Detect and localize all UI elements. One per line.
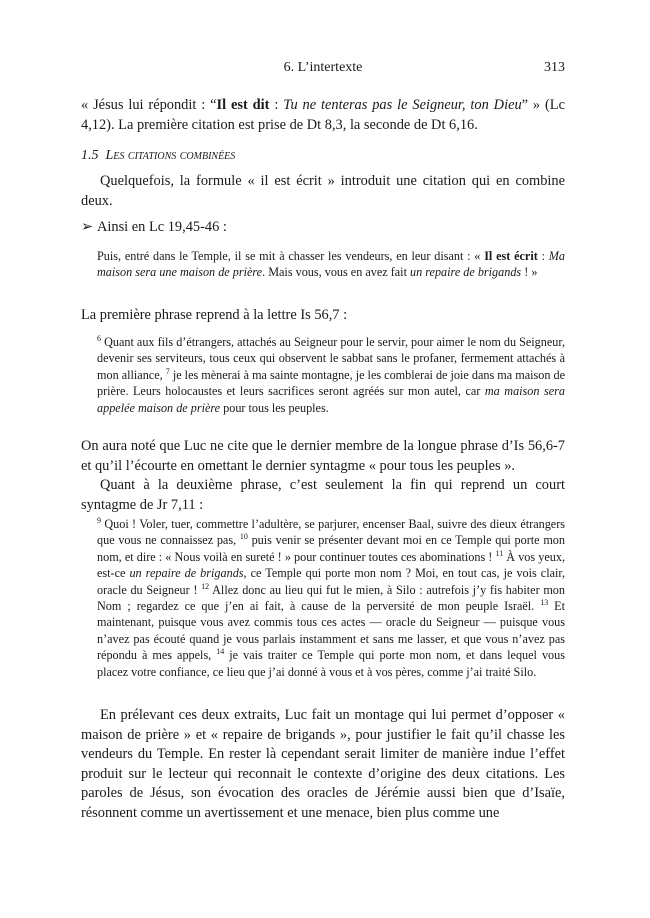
block-quote-jeremiah: $^9$ Quoi ! Voler, tuer, commettre l’adultère, se parjurer, encenser Baal, suivre des dieux étrangers que vous ne connaissez pas, $^{10}$ puis venir se présenter devant moi en ce Temple qui porte mon nom, et dire : « Nous voilà en sureté ! » pour continuer toutes ces abominations ! $^{11}$ À vos yeux, est-ce un repaire de brigands, ce Temple qui porte mon nom ? Moi, en tout cas, je vois clair, oracle du Seigneur ! $^{12}$ Allez donc au lieu qui fut le mien, à Silo : autrefois j’y fis habiter mon Nom ; regardez ce que j’en ai fait, à cause de la perversité de mon peuple Israël. $^{13}$ Et maintenant, puisque vous avez commis tous ces actes — oracle du Seigneur — puisque vous n’avez pas écouté quand je vous parlais instamment et sans me lasser, et que vous n’avez pas répondu à mes appels, $^{14}$ je vais traiter ce Temple qui porte mon nom, et dans lequel vous placez votre confiance, ce lieu que j’ai donné à vous et à vos pères, comme j’ai traité Silo. <box>97 515 565 679</box>
arrow-bullet-icon: ➢ <box>81 219 94 235</box>
verse-number: 9 <box>97 515 101 525</box>
verse-number: 13 <box>540 597 549 607</box>
bullet-text: Ainsi en Lc 19,45-46 : <box>97 219 227 235</box>
block-quote-luke: Puis, entré dans le Temple, il se mit à chasser les vendeurs, en leur disant : « Il est écrit : Ma maison sera une maison de prière. Mais vous, vous en avez fait un repaire de brigands ! » <box>97 249 565 280</box>
section-title: Les citations combinées <box>105 148 236 163</box>
paragraph-analysis: En prélevant ces deux extraits, Luc fait un montage qui lui permet d’opposer « maison de prière » et « repaire de brigands », pour justifier le fait qu’il chasse les vendeurs du Temple. En rester là cependant serait limiter de manière indue l’effet produit sur le lecteur qui reconnait le contexte d’origine des deux citations. Les paroles de Jésus, son évocation des oracles de Jérémie aussi bien que d’Isaïe, résonnent comme un avertissement et une menace, bien plus comme une <box>81 707 565 821</box>
verse-number: 7 <box>165 366 170 376</box>
paragraph-note: On aura noté que Luc ne cite que le dernier membre de la longue phrase d’Is 56,6-7 et qu’il l’écourte en omettant le dernier syntagme « pour tous les peuples ». <box>81 438 565 474</box>
verse-number: 10 <box>239 532 248 542</box>
paragraph-intro: Quelquefois, la formule « il est écrit » introduit une citation qui en combine deux. <box>81 173 565 209</box>
running-head <box>81 60 565 80</box>
verse-number: 14 <box>216 647 225 657</box>
section-number: 1.5 <box>81 148 99 163</box>
bold-phrase: Il est dit <box>216 97 270 113</box>
paragraph-quote-end: « Jésus lui répondit : “Il est dit : Tu ne tenteras pas le Seigneur, ton Dieu” » (Lc 4,12). La première citation est prise de Dt 8,3, la seconde de Dt 6,16. <box>81 97 565 133</box>
verse-number: 12 <box>201 581 210 591</box>
paragraph-second-phrase: Quant à la deuxième phrase, c’est seulement la fin qui reprend un court syntagme de Jr 7,11 : <box>81 477 565 513</box>
verse-number: 11 <box>495 548 504 558</box>
section-heading <box>81 148 565 164</box>
paragraph-first-phrase: La première phrase reprend à la lettre Is 56,7 : <box>81 307 348 323</box>
page-number: 313 <box>544 60 565 75</box>
italic-citation: Tu ne tenteras pas le Seigneur, ton Dieu <box>283 97 522 113</box>
bullet-item <box>81 218 565 238</box>
chapter-title: 6. L’intertexte <box>283 60 363 75</box>
verse-number: 6 <box>97 333 101 343</box>
block-quote-isaiah: $^6$ Quant aux fils d’étrangers, attachés au Seigneur pour le servir, pour aimer le nom du Seigneur, devenir ses serviteurs, tous ceux qui observent le sabbat sans le profaner, fermement attachés à mon alliance, $^7$ je les mènerai à ma sainte montagne, je les comblerai de joie dans ma maison de prière. Leurs holocaustes et leurs sacrifices seront agréés sur mon autel, car ma maison sera appelée maison de prière pour tous les peuples. <box>97 333 565 415</box>
